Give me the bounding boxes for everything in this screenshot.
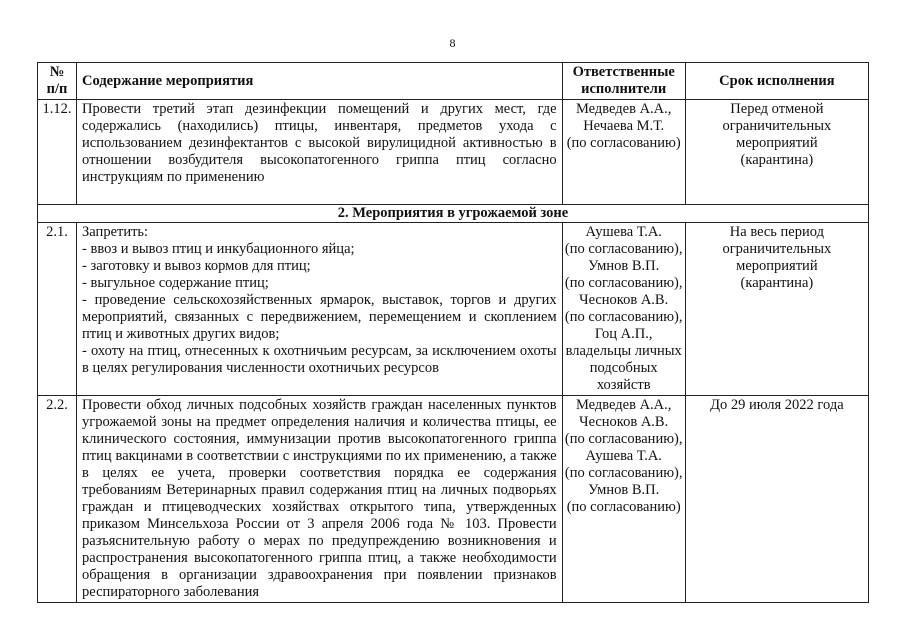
header-number [38, 63, 77, 100]
page-number: 8 [449, 36, 456, 50]
row-number: 2.2. [38, 396, 77, 603]
deadline-line: ограничительных [722, 118, 832, 134]
measures-table [37, 62, 869, 603]
responsible-line: (по согласованию) [566, 135, 681, 151]
row-responsible [562, 396, 685, 603]
header-deadline: Срок исполнения [685, 63, 868, 100]
responsible-line: Гоц А.П., [594, 326, 653, 342]
content-line: - заготовку и вывоз кормов для птиц; [82, 258, 311, 274]
responsible-line: Умнов В.П. [588, 482, 660, 498]
row-responsible [562, 223, 685, 396]
header-responsible-line2: исполнители [581, 81, 667, 97]
content-line: Запретить: [82, 224, 149, 240]
row-responsible [562, 100, 685, 205]
content-line: - ввоз и вывоз птиц и инкубационного яйца; [82, 241, 355, 257]
responsible-line: Медведев А.А., [575, 397, 672, 413]
row-number: 1.12. [38, 100, 77, 205]
deadline-line: ограничительных [722, 241, 832, 257]
row-number: 2.1. [38, 223, 77, 396]
section-heading-row [38, 205, 869, 223]
content-line: - выгульное содержание птиц; [82, 275, 269, 291]
row-deadline [685, 223, 868, 396]
responsible-line: Медведев А.А., [575, 101, 672, 117]
table-row [38, 100, 869, 205]
responsible-line: (по согласованию), [564, 465, 683, 481]
deadline-line: Перед отменой [730, 101, 824, 117]
responsible-line: Чесноков А.В. [579, 414, 669, 430]
table-row [38, 223, 869, 396]
responsible-line: Аушева Т.А. [585, 224, 662, 240]
row-content [77, 223, 563, 396]
header-responsible [562, 63, 685, 100]
responsible-line: владельцы личных [565, 343, 682, 359]
content-line: - охоту на птиц, отнесенных к охотничьим ресурсам, за исключением охоты в целях регулирования численности охотничьих ресурсов [82, 343, 557, 376]
row-content: Провести третий этап дезинфекции помещений и других мест, где содержались (находились) птицы, инвентаря, предметов ухода с использованием дезинфектантов с высокой вирулицидной активностью в отношении возбудителя высокопатогенного гриппа птиц согласно инструкциям по применению [77, 100, 563, 205]
row-content: Провести обход личных подсобных хозяйств граждан населенных пунктов угрожаемой зоны на предмет определения наличия и количества птицы, ее клинического состояния, иммунизации против высокопатогенного гриппа птиц вакцинами в соответствии с инструкциями по их применению, а также в целях ее учета, проверки соответствия порядка ее содержания требованиям Ветеринарных правил содержания птиц на личных подворьях граждан и птицеводческих хозяйствах открытого типа, утвержденных приказом Минсельхоза России от 3 апреля 2006 года № 103. Провести разъяснительную работу о мерах по предупреждению возникновения и распространения высокопатогенного гриппа птиц, а также необходимости обращения в организации здравоохранения при появлении признаков респираторного заболевания [77, 396, 563, 603]
responsible-line: (по согласованию), [564, 431, 683, 447]
table-header-row [38, 63, 869, 100]
deadline-line: (карантина) [740, 152, 814, 168]
row-deadline [685, 396, 868, 603]
section-title: 2. Мероприятия в угрожаемой зоне [38, 205, 869, 223]
header-content: Содержание мероприятия [77, 63, 563, 100]
responsible-line: (по согласованию) [566, 499, 681, 515]
row-deadline [685, 100, 868, 205]
responsible-line: (по согласованию), [564, 241, 683, 257]
header-number-line2: п/п [46, 81, 68, 97]
responsible-line: (по согласованию), [564, 275, 683, 291]
responsible-line: подсобных хозяйств [589, 360, 658, 393]
deadline-line: мероприятий [736, 135, 818, 151]
responsible-line: (по согласованию), [564, 309, 683, 325]
responsible-line: Нечаева М.Т. [583, 118, 665, 134]
deadline-line: (карантина) [740, 275, 814, 291]
table-row [38, 396, 869, 603]
deadline-line: До 29 июля 2022 года [710, 397, 844, 413]
content-line: - проведение сельскохозяйственных ярмарок, выставок, торгов и других мероприятий, связанных с передвижением, перемещением и скоплением птиц и животных других видов; [82, 292, 557, 342]
responsible-line: Аушева Т.А. [585, 448, 662, 464]
responsible-line: Умнов В.П. [588, 258, 660, 274]
header-number-line1: № [49, 64, 65, 80]
deadline-line: мероприятий [736, 258, 818, 274]
responsible-line: Чесноков А.В. [579, 292, 669, 308]
header-responsible-line1: Ответственные [572, 64, 675, 80]
deadline-line: На весь период [729, 224, 824, 240]
